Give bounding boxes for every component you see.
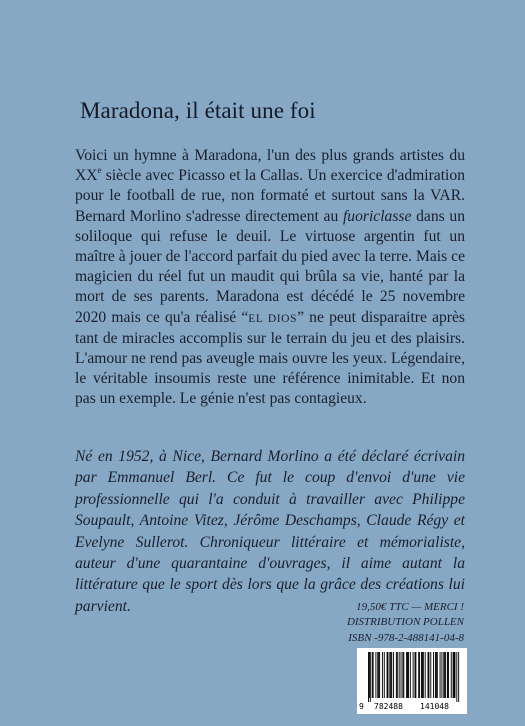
barcode-bar xyxy=(410,652,411,698)
barcode-digits-right: 141048 xyxy=(420,702,449,711)
barcode-bar xyxy=(406,652,407,698)
barcode-bar xyxy=(428,652,429,698)
century-superscript: e xyxy=(97,165,102,176)
blurb-text-3: dans un soliloque qui refuse le deuil. Le virtuose argentin fut un maître à jouer de l'accord parfait du pied avec la terre. Mais ce magicien du réel fut un maudit qui brûla sa vie, hanté par la mort de ses parents. Maradona est décédé le 25 novembre 2020 mais ce qu'a réalisé “ xyxy=(75,207,465,326)
barcode-digit-first: 9 xyxy=(359,702,364,711)
blurb-text-1: Voici un hymne à Maradona, l'un des plus grands artistes du XX xyxy=(75,147,465,185)
blurb-text-2: siècle avec Picasso et la Callas. Un exercice d'admiration pour le football de rue, non formaté et surtout sans la VAR. Bernard Morlino s'adresse directement au xyxy=(75,167,465,225)
author-bio: Né en 1952, à Nice, Bernard Morlino a été déclaré écrivain par Emmanuel Berl. Ce fut le coup d'envoi d'une vie professionnelle qui l'a conduit à travailler avec Philippe Soupault, Antoine Vitez, Jérôme Deschamps, Claude Régy et Evelyne Sullerot. Chroniqueur littéraire et mémorialiste, auteur d'une quarantaine d'ouvrages, il aime autant la littérature que le sport dès lors que la grâce des créations lui parvient. xyxy=(75,448,465,615)
barcode-bar xyxy=(418,652,419,698)
barcode-bar xyxy=(445,652,446,698)
barcode-bar xyxy=(393,652,394,698)
barcode-bar xyxy=(448,652,449,698)
book-blurb xyxy=(75,146,465,428)
barcode-bar xyxy=(408,652,409,698)
barcode-bar xyxy=(379,652,380,698)
barcode-bar xyxy=(441,652,442,698)
barcode-bar xyxy=(453,652,454,698)
price-line: 19,50€ TTC — MERCI ! xyxy=(356,601,464,613)
barcode-bars xyxy=(357,648,467,704)
book-title: Maradona, il était une foi xyxy=(80,98,316,123)
barcode-bar xyxy=(436,652,437,698)
barcode-bar xyxy=(384,652,385,698)
barcode-bar xyxy=(454,652,455,698)
barcode-bar xyxy=(401,652,402,698)
barcode-bar xyxy=(425,652,426,698)
blurb-italic-word: fuoriclasse xyxy=(342,207,412,225)
barcode-bar xyxy=(373,652,374,698)
barcode-bar xyxy=(389,652,390,698)
barcode-bar xyxy=(435,652,436,698)
barcode-bar xyxy=(372,652,373,698)
barcode-bar xyxy=(419,652,420,698)
barcode-bar xyxy=(413,652,414,698)
publishing-info xyxy=(347,600,464,646)
barcode-digits-left: 782488 xyxy=(374,702,403,711)
barcode-bar xyxy=(388,652,389,698)
barcode-bar xyxy=(396,652,397,698)
barcode-bar xyxy=(430,652,431,698)
barcode-bar xyxy=(437,652,438,698)
barcode-bar xyxy=(403,652,404,698)
barcode-bar xyxy=(423,652,424,698)
barcode-bar xyxy=(415,652,416,698)
barcode-bar xyxy=(397,652,398,698)
blurb-text-4: ” ne peut disparaitre après tant de miracles accomplis sur le terrain du jeu et des plaisirs. L'amour ne rend pas aveugle mais ouvre les yeux. Légendaire, le véritable insoumis reste une référence inimitable. Et non pas un exemple. Le génie n'est pas contagieux. xyxy=(75,308,465,408)
distribution-line: DISTRIBUTION POLLEN xyxy=(346,616,464,629)
barcode-bar xyxy=(454,652,455,698)
barcode-bar xyxy=(443,652,444,698)
blurb-small-caps: EL DIOS xyxy=(248,312,298,325)
barcode-bar xyxy=(440,652,441,698)
barcode-bar xyxy=(391,652,392,698)
barcode-bar xyxy=(382,652,383,698)
barcode-bar xyxy=(447,652,448,698)
barcode-bar xyxy=(407,652,408,698)
isbn-line: ISBN -978-2-488141-04-8 xyxy=(348,631,464,644)
barcode-bar xyxy=(377,652,378,698)
barcode-bar xyxy=(399,652,400,698)
barcode-bar xyxy=(422,652,423,698)
barcode-bar xyxy=(421,652,422,698)
barcode-bar xyxy=(378,652,379,698)
barcode-bar xyxy=(369,652,370,698)
barcode-bar xyxy=(458,652,459,702)
barcode-bar xyxy=(451,652,452,698)
barcode-bar xyxy=(387,652,388,698)
barcode-bar xyxy=(415,652,416,698)
barcode-bar xyxy=(390,652,391,698)
barcode-bar xyxy=(370,652,371,702)
barcode-bar xyxy=(375,652,376,698)
barcode-bar xyxy=(444,652,445,698)
barcode-bar xyxy=(433,652,434,698)
barcode-bar xyxy=(402,652,403,698)
barcode-bar xyxy=(428,652,429,698)
barcode xyxy=(357,648,467,714)
barcode-bar xyxy=(456,652,457,702)
barcode-bar xyxy=(368,652,369,702)
